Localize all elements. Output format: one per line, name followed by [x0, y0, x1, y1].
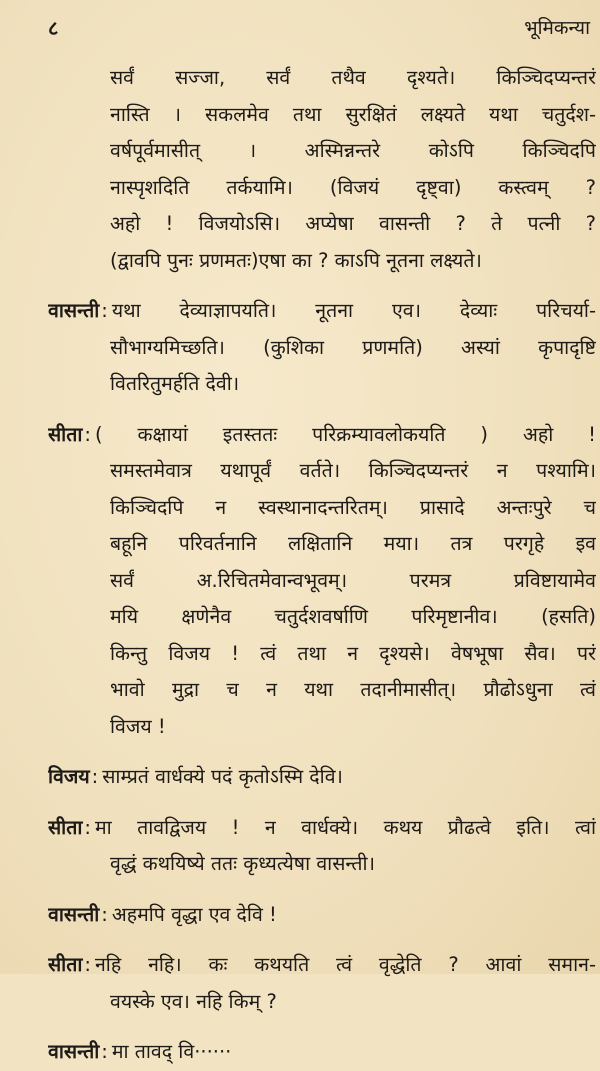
speaker-separator: : [91, 765, 99, 788]
line-text: नहि नहि। कः कथयति त्वं वृद्धेति ? आवां समान- [94, 953, 596, 976]
speaker-separator: : [101, 299, 108, 322]
line-text: सर्वं सज्जा, सर्वं तथैव दृश्यते। किञ्चिदप्यन्तरं [110, 66, 596, 89]
line-text: वर्षपूर्वमासीत् । अस्मिन्नन्तरे कोऽपि किञ्चिदपि [110, 139, 596, 162]
dialogue-block [48, 1034, 596, 1071]
line-text: विजय ! [110, 714, 166, 738]
line-text: नास्पृशदिति तर्कयामि। (विजयं दृष्ट्वा) कस्त्वम् ? [110, 175, 596, 199]
text-line [48, 897, 596, 934]
speaker-separator: : [84, 815, 91, 839]
line-text: वितरितुमर्हति देवी। [110, 372, 240, 395]
speaker-name: वासन्ती [48, 1040, 100, 1063]
speaker-separator: : [84, 953, 91, 976]
text-line [48, 636, 596, 673]
text-line [48, 1034, 596, 1071]
speaker-separator: : [84, 422, 91, 446]
dialogue-block [48, 60, 596, 279]
text-line [48, 599, 596, 636]
line-text: भावो मुद्रा च न यथा तदानीमासीत्। प्रौढोऽधुना त्वं [110, 678, 596, 701]
text-line [48, 97, 596, 134]
line-text: किन्तु विजय ! त्वं तथा न दृश्यसे। वेषभूषा सैव। परं [110, 641, 596, 665]
text-line [48, 206, 596, 243]
speaker-name: विजय [48, 765, 90, 788]
speaker-name: वासन्ती [48, 299, 100, 322]
line-text: यथा देव्याज्ञापयति। नूतना एव। देव्याः परिचर्या- [111, 299, 596, 322]
line-text: सर्वं अ.रिचितमेवान्वभूवम्। परमत्र प्रविष्टायामेव [110, 568, 596, 592]
line-text: मयि क्षणेनैव चतुर्दशवर्षाणि परिमृष्टानीव। (हसति) [110, 605, 596, 628]
text-line [48, 526, 596, 563]
dialogue-block [48, 759, 596, 796]
line-text: साम्प्रतं वार्धक्ये पदं कृतोऽस्मि देवि। [102, 765, 343, 788]
speaker-name: वासन्ती [48, 902, 100, 926]
dialogue-block [48, 293, 596, 403]
speaker-separator: : [101, 1040, 108, 1063]
line-text: बहूनि परिवर्तनानि लक्षितानि मया। तत्र परगृहे इव [110, 532, 596, 555]
line-text: मा तावद् वि······ [111, 1040, 232, 1063]
line-text: मा तावद्विजय ! न वार्धक्ये। कथय प्रौढत्वे इति। त्वां [94, 815, 596, 839]
dialogue-block [48, 810, 596, 883]
text-line [48, 846, 596, 883]
text-line [48, 293, 596, 330]
play-text [48, 60, 596, 1071]
line-text: वयस्के एव। नहि किम् ? [110, 989, 277, 1013]
text-line [48, 672, 596, 709]
speaker-name: सीता [48, 422, 83, 446]
running-head: भूमिकन्या [524, 17, 590, 39]
text-line [48, 366, 596, 403]
text-line [48, 810, 596, 847]
line-text: अहो ! विजयोऽसि। अप्येषा वासन्ती ? ते पत्नी ? [110, 212, 596, 235]
page-number: ८ [48, 16, 59, 40]
text-line [48, 417, 596, 454]
dialogue-block [48, 947, 596, 1020]
speaker-name: सीता [48, 953, 83, 976]
line-text: नास्ति । सकलमेव तथा सुरक्षितं लक्ष्यते यथा चतुर्दश- [110, 102, 596, 126]
speaker-separator: : [101, 902, 108, 926]
text-line [48, 60, 596, 97]
text-line [48, 563, 596, 600]
line-text: किञ्चिदपि न स्वस्थानादन्तरितम्। प्रासादे अन्तःपुरे च [110, 495, 596, 519]
line-text: सौभाग्यमिच्छति। (कुशिका प्रणमति) अस्यां कृपादृष्टि [110, 335, 596, 359]
dialogue-block [48, 897, 596, 934]
text-line [48, 759, 596, 796]
line-text: वृद्धं कथयिष्ये ततः कृध्यत्येषा वासन्ती। [110, 852, 375, 875]
line-text: ( कक्षायां इतस्ततः परिक्रम्यावलोकयति ) अहो ! [94, 422, 596, 446]
text-line [48, 330, 596, 367]
text-line [48, 490, 596, 527]
text-line [48, 453, 596, 490]
text-line [48, 170, 596, 207]
speaker-name: सीता [48, 815, 83, 839]
text-line [48, 133, 596, 170]
line-text: अहमपि वृद्धा एव देवि ! [111, 902, 277, 926]
line-text: समस्तमेवात्र यथापूर्वं वर्तते। किञ्चिदप्यन्तरं न पश्यामि। [110, 459, 596, 482]
text-line [48, 947, 596, 984]
page-header [48, 14, 590, 42]
line-text: (द्वावपि पुनः प्रणमतः)एषा का ? काऽपि नूतना लक्ष्यते। [110, 248, 482, 272]
text-line [48, 709, 596, 746]
dialogue-block [48, 417, 596, 746]
text-line [48, 984, 596, 1021]
text-line [48, 243, 596, 280]
